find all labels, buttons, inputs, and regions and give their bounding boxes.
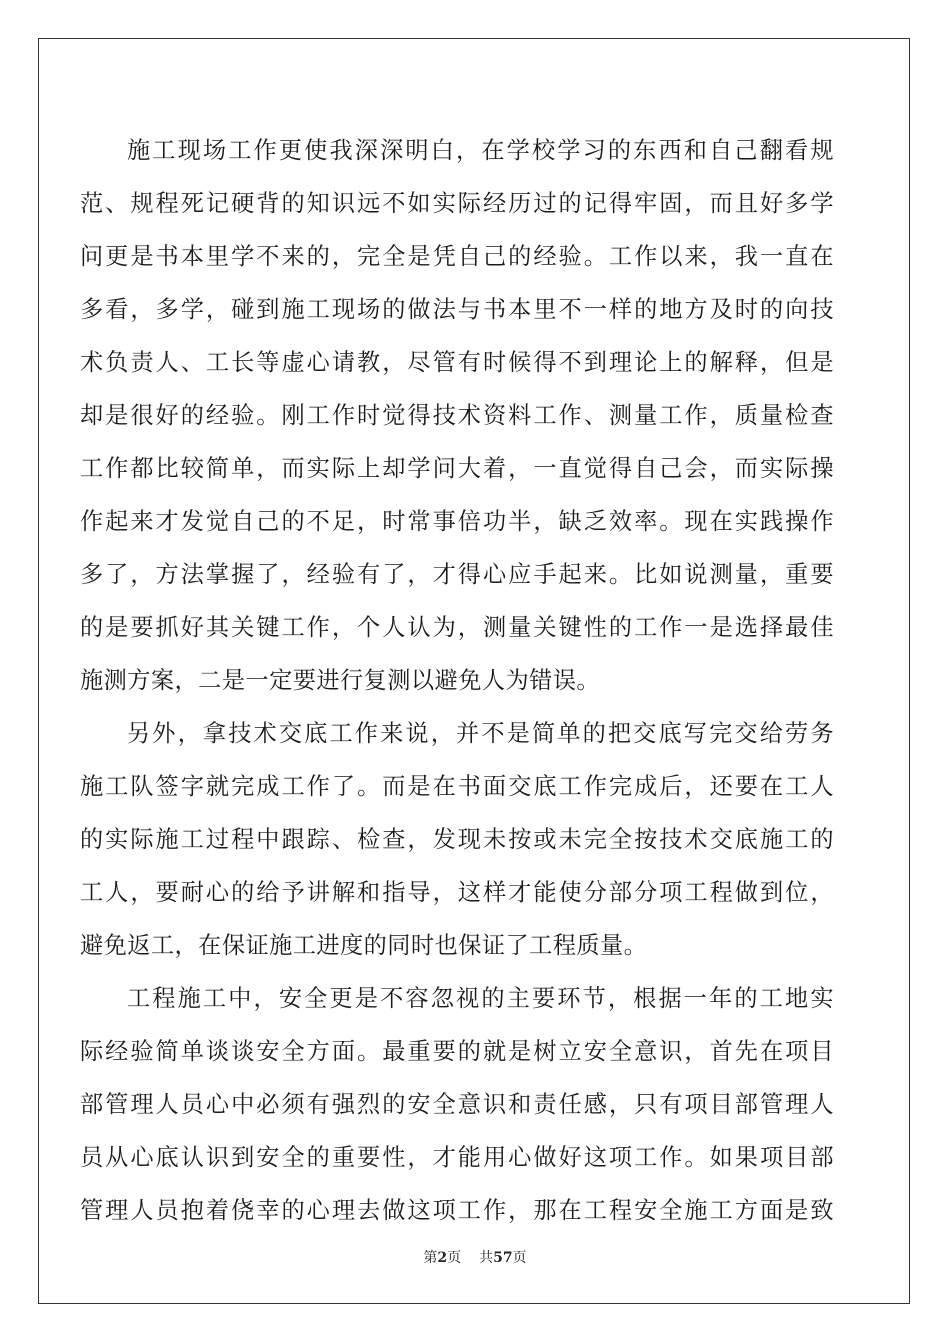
paragraph-2 — [80, 707, 834, 972]
text-line: 工人，要耐心的给予讲解和指导，这样才能使分部分项工程做到位， — [80, 879, 834, 906]
total-pages: 57 — [493, 1250, 513, 1266]
text-line: 施测方案，二是一定要进行复测以避免人为错误。 — [80, 667, 601, 694]
text-line: 工作都比较简单，而实际上却学问大着，一直觉得自己会，而实际操 — [80, 455, 834, 482]
total-label: 共 — [479, 1250, 494, 1266]
text-line: 的实际施工过程中跟踪、检查，发现未按或未完全按技术交底施工的 — [80, 826, 834, 853]
page-footer — [0, 1247, 950, 1267]
text-line: 部管理人员心中必须有强烈的安全意识和责任感，只有项目部管理人 — [80, 1091, 834, 1118]
text-line: 员从心底认识到安全的重要性，才能用心做好这项工作。如果项目部 — [80, 1144, 834, 1171]
document-body — [80, 124, 834, 1237]
text-line: 施工现场工作更使我深深明白，在学校学习的东西和自己翻看规 — [127, 137, 834, 164]
text-line: 作起来才发觉自己的不足，时常事倍功半，缺乏效率。现在实践操作 — [80, 508, 834, 535]
text-line: 际经验简单谈谈安全方面。最重要的就是树立安全意识，首先在项目 — [80, 1038, 834, 1065]
page-number: 2 — [437, 1250, 448, 1266]
text-line: 管理人员抱着侥幸的心理去做这项工作，那在工程安全施工方面是致 — [80, 1197, 834, 1224]
text-line: 避免返工，在保证施工进度的同时也保证了工程质量。 — [80, 932, 648, 959]
page-suffix: 页 — [447, 1250, 462, 1266]
page-label: 第 — [423, 1250, 438, 1266]
text-line: 多看，多学，碰到施工现场的做法与书本里不一样的地方及时的向技 — [80, 296, 834, 323]
text-line: 施工队签字就完成工作了。而是在书面交底工作完成后，还要在工人 — [80, 773, 834, 800]
text-line: 术负责人、工长等虚心请教，尽管有时候得不到理论上的解释，但是 — [80, 349, 834, 376]
text-line: 的是要抓好其关键工作，个人认为，测量关键性的工作一是选择最佳 — [80, 614, 834, 641]
total-suffix: 页 — [512, 1250, 527, 1266]
text-line: 工程施工中，安全更是不容忽视的主要环节，根据一年的工地实 — [127, 985, 834, 1012]
paragraph-3 — [80, 972, 834, 1237]
text-line: 范、规程死记硬背的知识远不如实际经历过的记得牢固，而且好多学 — [80, 190, 834, 217]
text-line: 问更是书本里学不来的，完全是凭自己的经验。工作以来，我一直在 — [80, 243, 834, 270]
text-line: 另外，拿技术交底工作来说，并不是简单的把交底写完交给劳务 — [127, 720, 834, 747]
text-line: 多了，方法掌握了，经验有了，才得心应手起来。比如说测量，重要 — [80, 561, 834, 588]
paragraph-1 — [80, 124, 834, 707]
text-line: 却是很好的经验。刚工作时觉得技术资料工作、测量工作，质量检查 — [80, 402, 834, 429]
